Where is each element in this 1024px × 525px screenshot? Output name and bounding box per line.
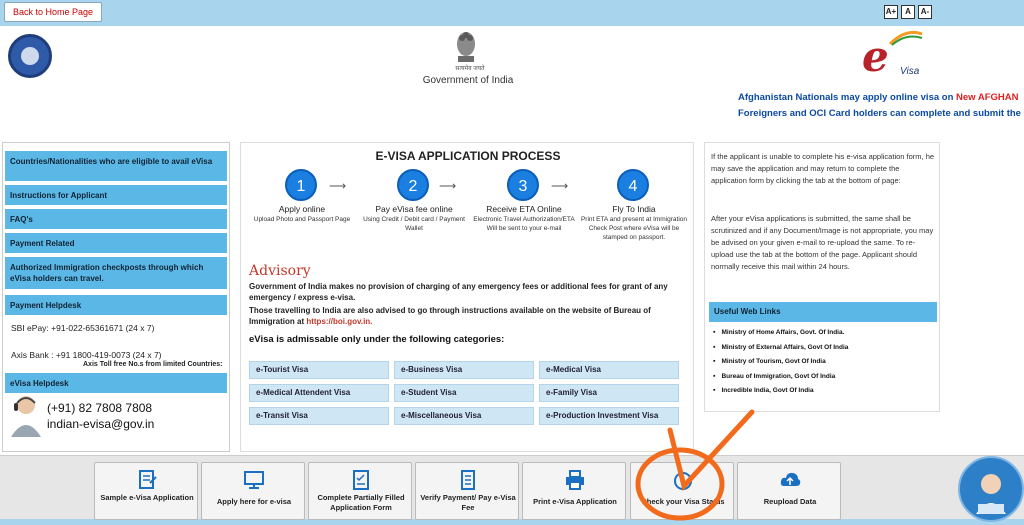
sidebar-item-faqs[interactable]: FAQ's bbox=[5, 209, 227, 229]
reupload-data-button[interactable] bbox=[737, 462, 841, 520]
sidebar-item-eligible-countries[interactable]: Countries/Nationalities who are eligible to avail eVisa bbox=[5, 151, 227, 181]
complete-partial-form-button[interactable] bbox=[308, 462, 412, 520]
ticker-text: Afghanistan Nationals may apply online visa on bbox=[738, 92, 957, 103]
print-evisa-button[interactable] bbox=[522, 462, 626, 520]
sidebar-item-immigration-checkposts[interactable]: Authorized Immigration checkposts through which eVisa holders can travel. bbox=[5, 257, 227, 289]
admissible-categories-heading: eVisa is admissable only under the following categories: bbox=[249, 334, 505, 345]
useful-links-heading: Useful Web Links bbox=[709, 302, 937, 322]
axis-tollfree-note: Axis Toll free No.s from limited Countries: bbox=[83, 361, 223, 368]
chat-assistant-widget[interactable] bbox=[958, 456, 1024, 522]
chat-agent-icon bbox=[960, 458, 1022, 520]
step-2-title: Pay eVisa fee online bbox=[375, 204, 453, 214]
apply-evisa-button[interactable] bbox=[201, 462, 305, 520]
monitor-icon bbox=[243, 469, 265, 491]
news-ticker-line-2[interactable]: Foreigners and OCI Card holders can complete and submit the bbox=[738, 108, 1021, 119]
tile-label: Print e-Visa Application bbox=[533, 497, 617, 506]
visa-category-miscellaneous[interactable]: e-Miscellaneous Visa bbox=[394, 407, 534, 425]
font-normal-button[interactable]: A bbox=[901, 5, 915, 19]
tile-label: Verify Payment/ Pay e-Visa Fee bbox=[420, 493, 516, 512]
step-3-desc: Electronic Travel Authorization/ETA Will be sent to your e-mail bbox=[473, 216, 575, 232]
info-panel bbox=[704, 142, 940, 412]
step-4-desc: Print ETA and present at Immigration Check Post where eVisa will be stamped on passport. bbox=[580, 216, 688, 241]
government-of-india-text: Government of India bbox=[422, 75, 514, 86]
visa-category-medical[interactable]: e-Medical Visa bbox=[539, 361, 679, 379]
visa-category-student[interactable]: e-Student Visa bbox=[394, 384, 534, 402]
step-2-circle: 2 bbox=[397, 169, 429, 201]
visa-category-production-investment[interactable]: e-Production Investment Visa bbox=[539, 407, 679, 425]
link-tourism[interactable]: ▪ Ministry of Tourism, Govt Of India bbox=[713, 358, 848, 373]
printer-icon bbox=[564, 469, 586, 491]
font-decrease-button[interactable]: A- bbox=[918, 5, 932, 19]
advisory-heading: Advisory bbox=[249, 263, 311, 279]
flag-swoosh-icon bbox=[888, 30, 924, 46]
link-mha[interactable]: ▪ Ministry of Home Affairs, Govt. Of India. bbox=[713, 329, 848, 344]
back-to-home-button[interactable]: Back to Home Page bbox=[4, 2, 102, 22]
sidebar-item-evisa-helpdesk[interactable]: eVisa Helpdesk bbox=[5, 373, 227, 393]
tile-label: Reupload Data bbox=[763, 497, 817, 506]
step-3-title: Receive ETA Online bbox=[486, 204, 562, 214]
document-edit-icon bbox=[136, 469, 158, 491]
step-1-desc: Upload Photo and Passport Page bbox=[253, 216, 351, 223]
check-visa-status-button[interactable] bbox=[630, 462, 734, 520]
save-application-info: If the applicant is unable to complete his e-visa application form, he may save the application and may return to complete the application form by clicking the tab at the bottom of page: bbox=[711, 152, 935, 185]
checklist-icon bbox=[350, 469, 372, 491]
sidebar-item-instructions[interactable]: Instructions for Applicant bbox=[5, 185, 227, 205]
step-3-circle: 3 bbox=[507, 169, 539, 201]
step-2-desc: Using Credit / Debit card / Payment Wallet bbox=[363, 216, 465, 232]
advisory-paragraph-1: Government of India makes no provision of charging of any emergency fees or additional fees for grant of any emergency / express e-visa. bbox=[249, 282, 668, 302]
tile-label: Complete Partially Filled Application Form bbox=[317, 493, 405, 512]
ticker-highlight: New AFGHAN bbox=[956, 92, 1019, 103]
font-size-controls bbox=[884, 5, 932, 19]
step-1-circle: 1 bbox=[285, 169, 317, 201]
process-title: E-VISA APPLICATION PROCESS bbox=[375, 149, 561, 163]
step-4-circle: 4 bbox=[617, 169, 649, 201]
evisa-logo-letter: e bbox=[862, 32, 889, 81]
cloud-upload-icon bbox=[779, 469, 801, 491]
boi-link[interactable]: https://boi.gov.in. bbox=[306, 317, 373, 326]
step-arrow-icon: ⟶ bbox=[329, 179, 347, 193]
header bbox=[0, 26, 1024, 122]
receipt-icon bbox=[457, 469, 479, 491]
visa-category-family[interactable]: e-Family Visa bbox=[539, 384, 679, 402]
link-incredible-india[interactable]: ▪ Incredible India, Govt Of India bbox=[713, 387, 848, 402]
link-boi[interactable]: ▪ Bureau of Immigration, Govt Of India bbox=[713, 373, 848, 388]
step-4-title: Fly To India bbox=[612, 204, 656, 214]
verify-payment-button[interactable] bbox=[415, 462, 519, 520]
link-mea[interactable]: ▪ Ministry of External Affairs, Govt Of India bbox=[713, 344, 848, 359]
visa-category-medical-attendant[interactable]: e-Medical Attendent Visa bbox=[249, 384, 389, 402]
process-panel bbox=[240, 142, 694, 452]
helpdesk-email[interactable]: indian-evisa@gov.in bbox=[47, 417, 155, 431]
tile-label: Sample e-Visa Application bbox=[100, 493, 194, 502]
tile-label: Check your Visa Status bbox=[641, 497, 725, 506]
evisa-logo bbox=[858, 28, 928, 80]
sample-evisa-button[interactable] bbox=[94, 462, 198, 520]
visa-category-tourist[interactable]: e-Tourist Visa bbox=[249, 361, 389, 379]
clock-status-icon bbox=[672, 469, 694, 491]
tile-label: Apply here for e-visa bbox=[216, 497, 292, 506]
reupload-info: After your eVisa applications is submitted, the same shall be scrutinized and if any Document/Image is not appropriate, you may be advised on your given e-mail to re-upload the same. To re-upload use the tab at the bottom of the page. Applicant should normally receive this mail within 24 hours. bbox=[711, 214, 934, 271]
advisory-paragraph-2-text: Those travelling to India are also advised to go through instructions available on the website of Bureau of Immigration at bbox=[249, 306, 651, 326]
font-increase-button[interactable]: A+ bbox=[884, 5, 898, 19]
visa-category-business[interactable]: e-Business Visa bbox=[394, 361, 534, 379]
sbi-helpline-text: SBI ePay: +91-022-65361671 (24 x 7) bbox=[11, 323, 155, 333]
left-sidebar bbox=[2, 142, 230, 452]
news-ticker-line-1[interactable] bbox=[738, 92, 1019, 103]
step-1-title: Apply online bbox=[278, 204, 326, 214]
advisory-paragraph-2 bbox=[249, 305, 689, 327]
sidebar-item-payment-related[interactable]: Payment Related bbox=[5, 233, 227, 253]
sidebar-item-payment-helpdesk[interactable]: Payment Helpdesk bbox=[5, 295, 227, 315]
step-arrow-icon: ⟶ bbox=[551, 179, 569, 193]
useful-links-list bbox=[713, 329, 848, 402]
axis-helpline-text: Axis Bank : +91 1800-419-0073 (24 x 7) bbox=[11, 350, 162, 360]
visa-category-transit[interactable]: e-Transit Visa bbox=[249, 407, 389, 425]
step-arrow-icon: ⟶ bbox=[439, 179, 457, 193]
helpdesk-agent-icon bbox=[9, 393, 43, 437]
emblem-motto: सत्यमेव जयते bbox=[455, 66, 485, 72]
ministry-seal-logo bbox=[8, 34, 52, 78]
national-emblem-icon bbox=[452, 28, 480, 66]
evisa-logo-word: Visa bbox=[900, 66, 920, 77]
top-bar bbox=[0, 0, 1024, 26]
helpdesk-phone[interactable]: (+91) 82 7808 7808 bbox=[47, 401, 153, 415]
